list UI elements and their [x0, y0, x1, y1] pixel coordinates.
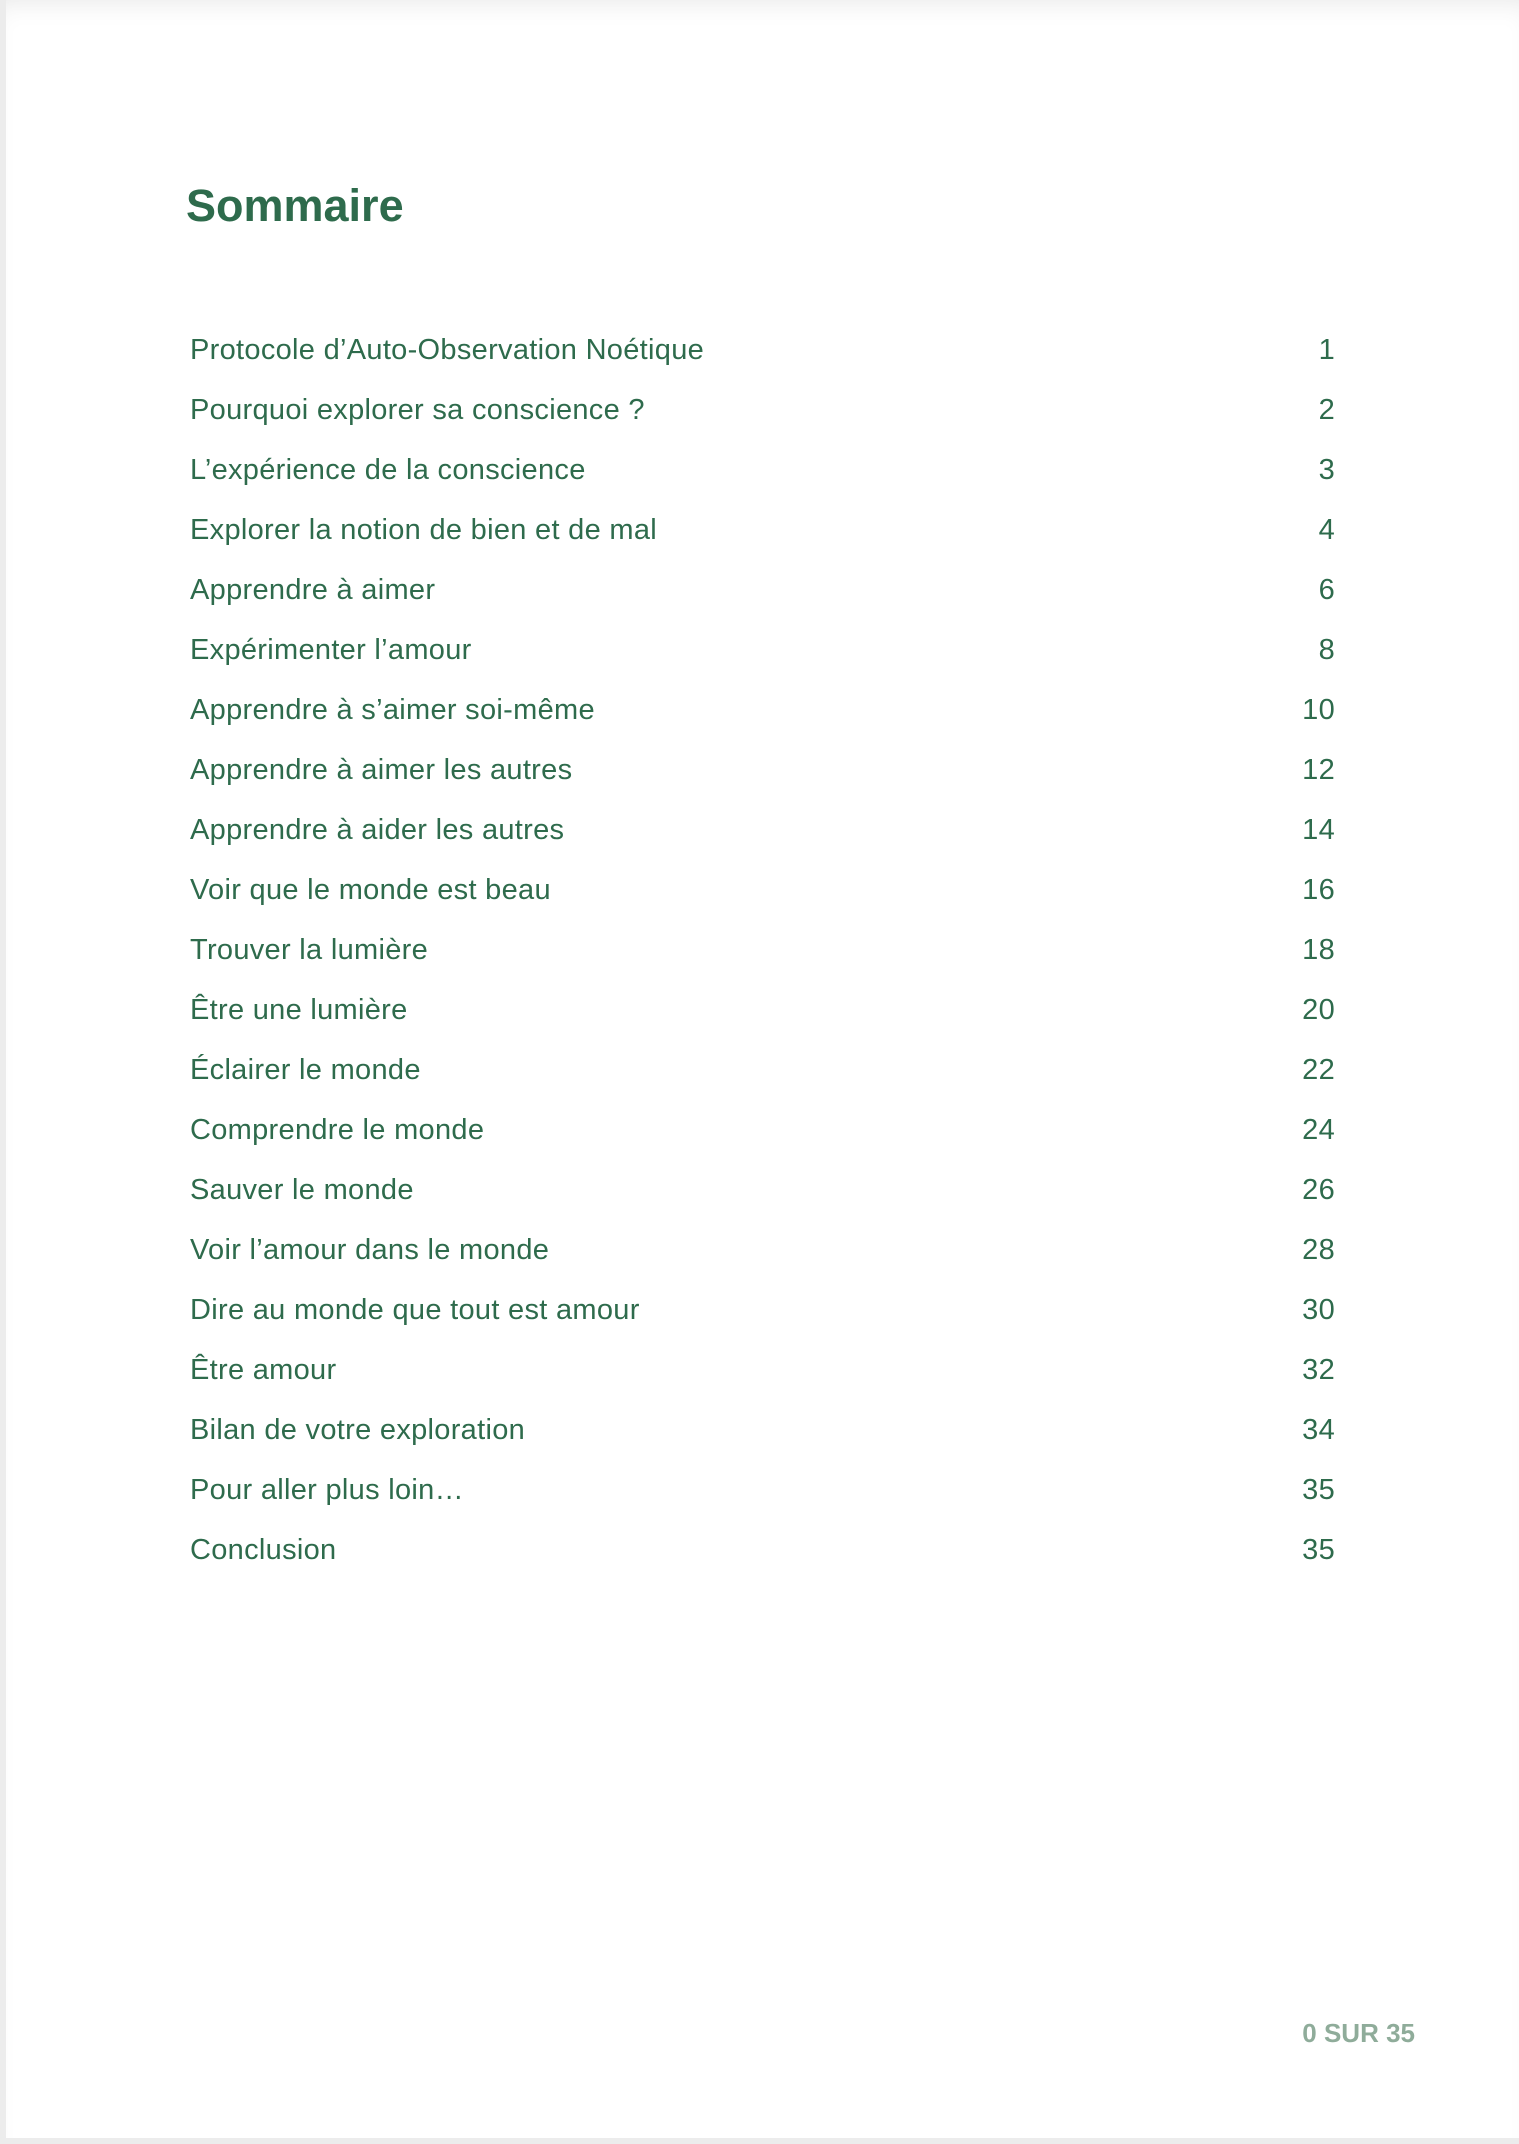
toc-entry-label: Sauver le monde — [190, 1174, 414, 1206]
toc-entry-label: Éclairer le monde — [190, 1054, 421, 1086]
toc-entry-label: Apprendre à aimer — [190, 574, 436, 606]
toc-entry-label: Apprendre à aimer les autres — [190, 754, 573, 786]
toc-entry-label: Dire au monde que tout est amour — [190, 1294, 640, 1326]
toc-entry[interactable] — [190, 1350, 1335, 1410]
toc-entry[interactable] — [190, 510, 1335, 570]
toc-entry-page: 26 — [1302, 1174, 1335, 1206]
toc-entry-page: 35 — [1302, 1534, 1335, 1566]
page-title: Sommaire — [186, 180, 404, 231]
toc-entry[interactable] — [190, 570, 1335, 630]
toc-entry[interactable] — [190, 870, 1335, 930]
toc-entry-label: Expérimenter l’amour — [190, 634, 472, 666]
toc-entry[interactable] — [190, 810, 1335, 870]
toc-entry-page: 3 — [1318, 454, 1335, 486]
toc-entry-page: 10 — [1302, 694, 1335, 726]
toc-entry-label: Voir que le monde est beau — [190, 874, 551, 906]
toc-entry-page: 16 — [1302, 874, 1335, 906]
toc-entry-label: Protocole d’Auto-Observation Noétique — [190, 334, 705, 366]
toc-entry-page: 6 — [1318, 574, 1335, 606]
toc-entry-page: 4 — [1318, 514, 1335, 546]
toc-entry-label: Apprendre à s’aimer soi-même — [190, 694, 595, 726]
toc-entry-page: 20 — [1302, 994, 1335, 1026]
toc-entry-label: Pour aller plus loin… — [190, 1474, 464, 1506]
toc-entry[interactable] — [190, 690, 1335, 750]
toc-entry-label: Explorer la notion de bien et de mal — [190, 514, 658, 546]
toc-entry-label: L’expérience de la conscience — [190, 454, 586, 486]
toc-entry[interactable] — [190, 930, 1335, 990]
toc-entry-label: Être une lumière — [190, 994, 408, 1026]
toc-entry-page: 28 — [1302, 1234, 1335, 1266]
toc-entry[interactable] — [190, 1110, 1335, 1170]
toc-entry-page: 8 — [1318, 634, 1335, 666]
toc-entry-page: 32 — [1302, 1354, 1335, 1386]
toc-entry-page: 2 — [1318, 394, 1335, 426]
toc-entry[interactable] — [190, 990, 1335, 1050]
toc-entry[interactable] — [190, 750, 1335, 810]
toc-entry[interactable] — [190, 1530, 1335, 1590]
toc-entry[interactable] — [190, 1410, 1335, 1470]
toc-entry-page: 24 — [1302, 1114, 1335, 1146]
toc-entry-page: 18 — [1302, 934, 1335, 966]
toc-entry[interactable] — [190, 1170, 1335, 1230]
toc-entry[interactable] — [190, 390, 1335, 450]
toc-entry[interactable] — [190, 1230, 1335, 1290]
toc-entry-page: 14 — [1302, 814, 1335, 846]
toc-entry[interactable] — [190, 1470, 1335, 1530]
toc-entry[interactable] — [190, 450, 1335, 510]
toc-entry-page: 1 — [1318, 334, 1335, 366]
toc-entry[interactable] — [190, 330, 1335, 390]
document-page — [6, 0, 1519, 2138]
toc-entry[interactable] — [190, 630, 1335, 690]
toc-entry-label: Trouver la lumière — [190, 934, 429, 966]
toc-entry-page: 22 — [1302, 1054, 1335, 1086]
page-indicator: 0 SUR 35 — [1302, 2018, 1415, 2048]
toc-entry[interactable] — [190, 1050, 1335, 1110]
toc-entry-label: Comprendre le monde — [190, 1114, 485, 1146]
toc-entry-page: 34 — [1302, 1414, 1335, 1446]
toc-entry[interactable] — [190, 1290, 1335, 1350]
toc-entry-label: Apprendre à aider les autres — [190, 814, 565, 846]
toc-entry-page: 30 — [1302, 1294, 1335, 1326]
table-of-contents — [190, 330, 1335, 1590]
toc-entry-label: Conclusion — [190, 1534, 337, 1566]
toc-entry-page: 35 — [1302, 1474, 1335, 1506]
toc-entry-label: Voir l’amour dans le monde — [190, 1234, 550, 1266]
toc-entry-label: Pourquoi explorer sa conscience ? — [190, 394, 645, 426]
toc-entry-label: Être amour — [190, 1354, 337, 1386]
toc-entry-page: 12 — [1302, 754, 1335, 786]
toc-entry-label: Bilan de votre exploration — [190, 1414, 526, 1446]
